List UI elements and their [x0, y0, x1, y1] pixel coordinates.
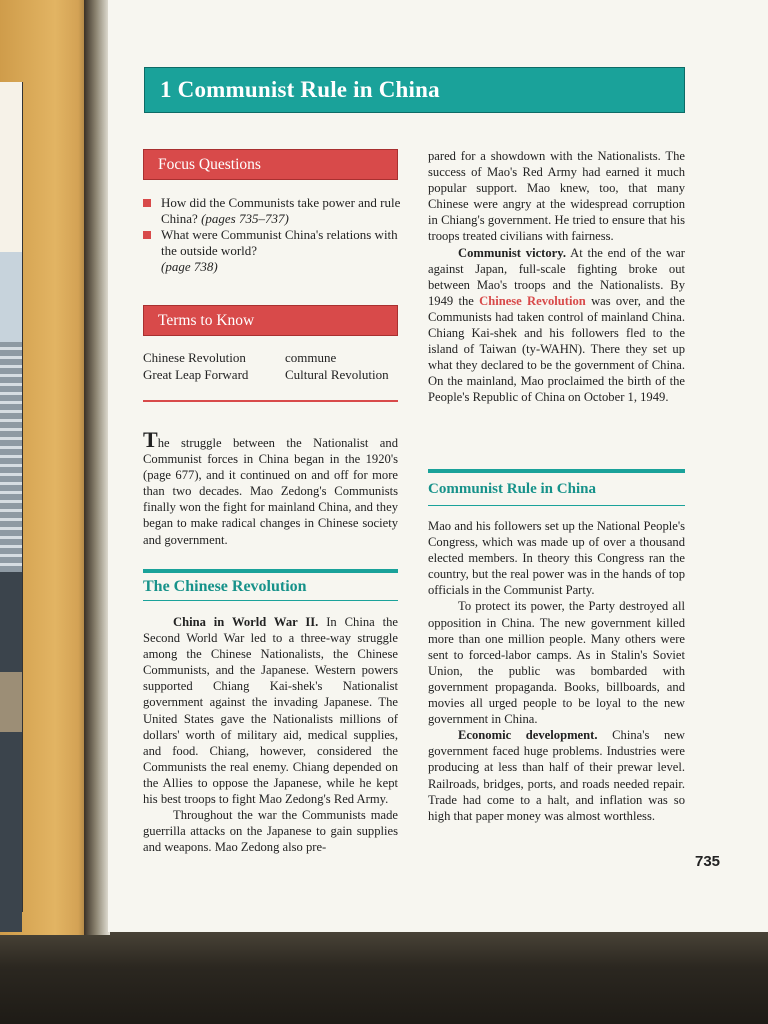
drop-cap: T	[143, 427, 158, 452]
key-term: Chinese Revolution	[479, 293, 586, 308]
term-item: Great Leap Forward	[143, 367, 249, 382]
terms-divider	[143, 400, 398, 402]
paragraph-text: Mao and his followers set up the National People's Congress, which was made up of over a thousand elected members. In theory this Congress ran the country, but the real power was in the hands of top officials in the Communist Party.	[428, 519, 685, 598]
run-in-heading: China in World War II.	[173, 615, 319, 629]
focus-question	[143, 227, 405, 275]
section1-left-body	[143, 614, 398, 855]
section-underline	[143, 600, 398, 601]
paragraph-text: China's new government faced huge problems. Industries were producing at less than half of their prewar level. Railroads, bridges, ports, and roads needed repair. Trade had come to a halt, and inflation was so high that paper money was almost worthless.	[428, 728, 685, 823]
intro-text: he struggle between the Nationalist and Communist forces in China began in the 1920's (page 677), and it continued on and off for more than two decades. Mao Zedong's Communists finally won the fight for mainland China, and they began to make radical changes in Chinese society and government.	[143, 436, 398, 547]
paragraph-text	[143, 807, 398, 855]
photo-sky	[0, 252, 22, 342]
section1-right-body	[428, 148, 685, 406]
page-number: 735	[695, 853, 721, 870]
photo-skyline	[0, 342, 22, 572]
paragraph-text: At the end of the war against Japan, full-scale fighting broke out between Mao's troops and the Nationalists. By 1949 the	[428, 245, 685, 308]
book-spine	[84, 0, 110, 935]
focus-question-text: What were Communist China's relations with the outside world?	[161, 227, 398, 258]
terms-to-know-heading: Terms to Know	[158, 312, 255, 329]
section-heading-chinese-revolution: The Chinese Revolution	[143, 578, 307, 595]
facing-page-photo	[0, 82, 23, 912]
focus-question	[143, 195, 405, 227]
term-item: Chinese Revolution	[143, 350, 246, 365]
run-in-heading: Economic development.	[458, 728, 598, 743]
section-rule	[143, 569, 398, 573]
paragraph-text: was over, and the Communists had taken control of mainland China. Chiang Kai-shek and his followers fled to the island of Taiwan (ty-WAHN). There they set up what they declared to be the government of China. On the mainland, Mao proclaimed the birth of the People's Republic of China on October 1, 1949.	[428, 293, 686, 405]
photo-water	[0, 572, 22, 932]
bullet-square-icon	[143, 199, 151, 207]
run-in-heading: Communist victory.	[458, 245, 566, 260]
terms-list	[143, 349, 405, 383]
photo-junk-boat	[0, 672, 22, 732]
focus-question-ref: (pages 735–737)	[201, 211, 289, 226]
chapter-title: 1 Communist Rule in China	[160, 77, 440, 102]
paragraph-text-continued: pared for a showdown with the Nationalists. The success of Mao's Red Army had earned it much popular support. Mao knew, too, that many Chinese were angry at the widespread corruption in Chiang's government. He tried to ensure that his troops treated civilians with fairness.	[428, 149, 685, 244]
paragraph-text-part: Throughout the war the Communists made guerrilla attacks on the Japanese to gain supplies and weapons. Mao Zedong also pre-	[143, 808, 398, 855]
focus-questions-list	[143, 195, 405, 275]
section-underline	[428, 505, 685, 506]
bullet-square-icon	[143, 231, 151, 239]
focus-questions-heading: Focus Questions	[158, 156, 261, 173]
section-heading-communist-rule: Communist Rule in China	[428, 481, 596, 497]
term-item: commune	[285, 350, 337, 365]
intro-paragraph	[143, 427, 398, 548]
focus-question-ref: (page 738)	[161, 259, 218, 274]
paragraph-text: To protect its power, the Party destroyed all opposition in China. The new government killed more than one million people. Many others were sent to forced-labor camps. As in Stalin's Soviet Union, the public was bombarded with government propaganda. Books, billboards, and movies all urged people to be loyal to the new government in China.	[428, 599, 685, 727]
section-rule	[428, 469, 685, 473]
focus-question-text: How did the Communists take power and rule China?	[161, 195, 401, 226]
paragraph-text: In China the Second World War led to a three-way struggle among the Chinese Nationalists, the Chinese Communists, and the Japanese. Western powers supported Chiang Kai-shek's Nationalist government against the invading Japanese. The United States gave the Nationalists millions of dollars' worth of military aid, medical supplies, and food. Chiang, however, considered the Communists the real enemy. Chiang depended on the Allies to oppose the Japanese, while he kept his best troops to fight Mao Zedong's Red Army.	[143, 615, 398, 807]
term-item: Cultural Revolution	[285, 367, 389, 382]
section2-body	[428, 518, 685, 824]
scan-background	[0, 930, 768, 1024]
